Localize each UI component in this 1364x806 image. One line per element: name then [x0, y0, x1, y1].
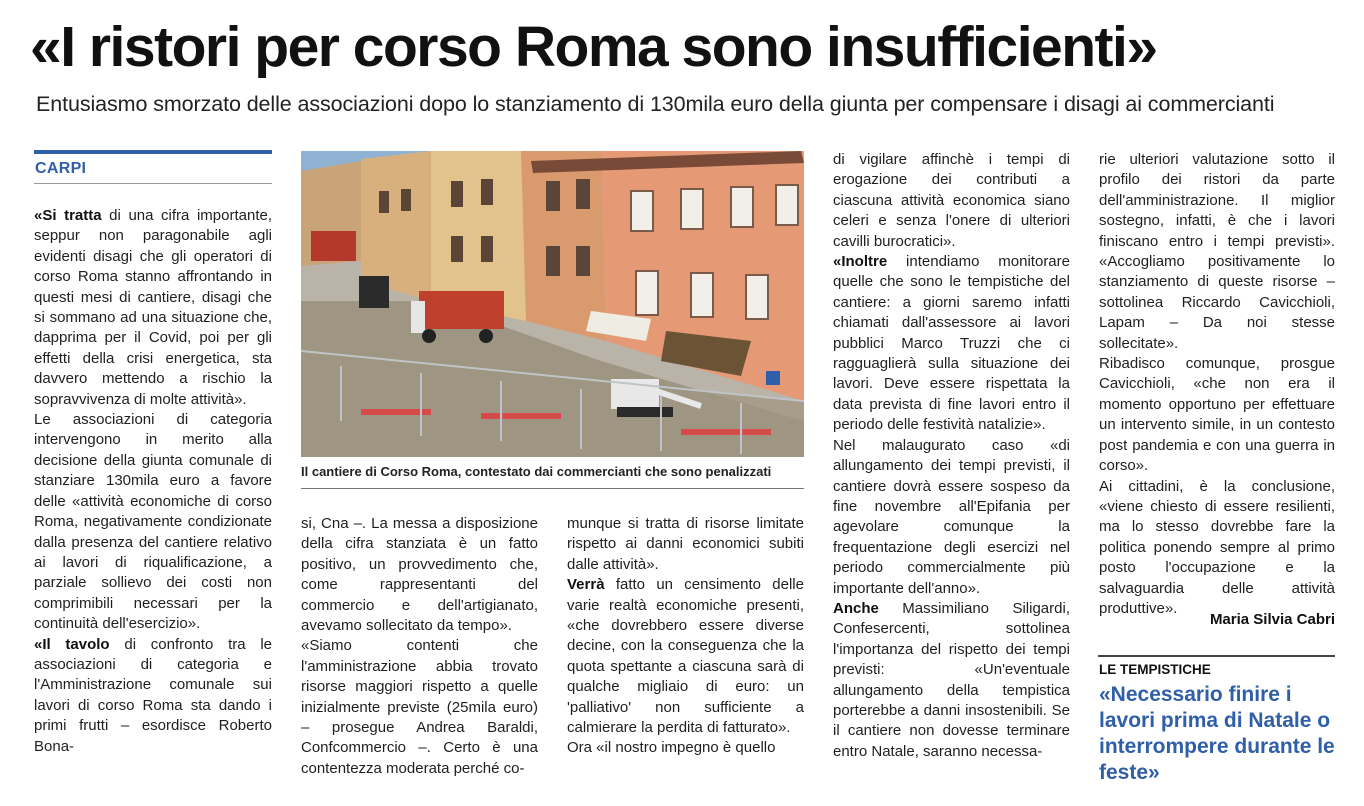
paragraph: munque si tratta di risorse limitate rispetto ai danni economici subiti dalle attività».: [567, 515, 804, 573]
lead-in: Verrà: [567, 576, 605, 594]
construction-photo: [301, 151, 804, 457]
box-rule: [1098, 655, 1335, 657]
paragraph: si, Cna –. La messa a disposizione della cifra stanziata è un fatto positivo, un provvedimento che, come rappresentanti del commercio e dell'artigianato, avevamo sollecitato da tempo».: [301, 515, 538, 635]
paragraph: [34, 206, 272, 410]
lead-in: «Inoltre: [833, 253, 888, 271]
section-rule: [34, 183, 272, 184]
paragraph: Ai cittadini, è la conclusione, «viene chiesto di essere resilienti, ma lo stesso dovrebbe fare la politica ponendo sempre al primo posto l'occupazione e la salvaguardia delle attività produttive».: [1099, 477, 1335, 617]
column-2: [301, 514, 538, 779]
lead-in: «Il tavolo: [34, 635, 110, 653]
paragraph-text: di una cifra importante, seppur non paragonabile agli evidenti disagi che gli operatori di corso Roma stanno affrontando in questi mesi di cantiere, disagi che si sommano ad una situazione che, dapprima per il Covid, poi per gli effetti della crisi energetica, sta davvero mettendo a rischio la sopravvivenza di molte attività».: [34, 207, 272, 408]
paragraph: rie ulteriori valutazione sotto il profilo dei ristori da parte dell'amministrazione. Il miglior sostegno, infatti, è che i lavori finiscano entro i tempi previsti». «Accogliamo positivamente lo stanziamento di queste risorse – sottolinea Riccardo Cavicchioli, Lapam – Da noi stesse sollecitate».: [1099, 151, 1335, 352]
subheadline: Entusiasmo smorzato delle associazioni dopo lo stanziamento di 130mila euro della giunta per compensare i disagi ai commercianti: [36, 92, 1275, 116]
byline: Maria Silvia Cabri: [1209, 611, 1335, 628]
section-header: [34, 150, 272, 184]
box-kicker: LE TEMPISTICHE: [1099, 662, 1211, 677]
paragraph: di vigilare affinchè i tempi di erogazione dei contributi a ciascuna attività economica siano celeri e senza l'onere di ulteriori cavilli burocratici».: [833, 151, 1070, 250]
paragraph: [833, 599, 1070, 762]
photo-construction-site: [301, 151, 804, 457]
paragraph: [833, 252, 1070, 436]
column-3: [567, 514, 804, 759]
paragraph: Ora «il nostro impegno è quello: [567, 739, 776, 757]
paragraph: Le associazioni di categoria intervengono in merito alla decisione della giunta comunale di stanziare 130mila euro a favore delle «attività economiche di corso Roma, negativamente condizionate dalla presenza del cantiere relativo ai lavori di riqualificazione, a parziale sollievo dei costi non comprimibili necessari per la continuità dell'esercizio».: [34, 411, 272, 633]
lead-in: Anche: [833, 599, 879, 617]
paragraph-text: intendiamo monitorare quelle che sono le tempistiche del cantiere: a giorni saremo infatti chiamati dall'assessore ai lavori pubblici Marco Truzzi che ci ragguaglierà sulla situazione dei lavori. Deve essere rispettata la data prevista di fine lavori entro il periodo delle festività natalizie».: [833, 253, 1070, 434]
photo-caption: Il cantiere di Corso Roma, contestato dai commercianti che sono penalizzati: [301, 464, 772, 479]
paragraph-text: Massimiliano Siligardi, Confesercenti, sottolinea l'importanza del rispetto dei tempi previsti: «Un'eventuale allungamento della tempistica porterebbe a danni insostenibili. Se il cantiere non dovesse terminare entro Natale, saranno necessa-: [833, 599, 1070, 760]
column-1: [34, 206, 272, 757]
column-4: [833, 150, 1070, 762]
headline: «I ristori per corso Roma sono insufficienti»: [30, 15, 1157, 79]
section-label: CARPI: [35, 160, 87, 177]
box-title: «Necessario finire i lavori prima di Natale o interrompere durante le feste»: [1099, 683, 1335, 784]
lead-in: «Si tratta: [34, 207, 102, 224]
paragraph: Ribadisco comunque, prosgue Cavicchioli, «che non era il momento opportuno per effettuare un intervento simile, in un contesto post pandemia e con una guerra in corso».: [1099, 355, 1335, 475]
paragraph-text: fatto un censimento delle varie realtà economiche presenti, «che dovrebbero essere diverse decine, con la conseguenza che la quota spettante a ciascuna sarà di qualche migliaio di euro: un 'palliativo' non sufficiente a calmierare la perdita di fatturato».: [567, 576, 804, 737]
caption-rule: [301, 488, 804, 489]
column-5: [1099, 150, 1335, 619]
paragraph: «Siamo contenti che l'amministrazione abbia trovato risorse maggiori rispetto a quelle inizialmente previste (25mila euro) – prosegue Andrea Baraldi, Confcommercio –. Certo è una contentezza moderata perché co-: [301, 637, 538, 777]
paragraph-text: di confronto tra le associazioni di categoria e l'Amministrazione comunale sui lavori di corso Roma sta dando i primi frutti – esordisce Roberto Bona-: [34, 635, 272, 755]
paragraph: Nel malaugurato caso «di allungamento dei tempi previsti, il cantiere dovrà essere sospeso da fine novembre all'Epifania per agevolare comunque la frequentazione degli esercizi nel periodo commercialmente più importante dell'anno».: [833, 436, 1070, 597]
paragraph: [567, 575, 804, 738]
paragraph: [34, 635, 272, 757]
